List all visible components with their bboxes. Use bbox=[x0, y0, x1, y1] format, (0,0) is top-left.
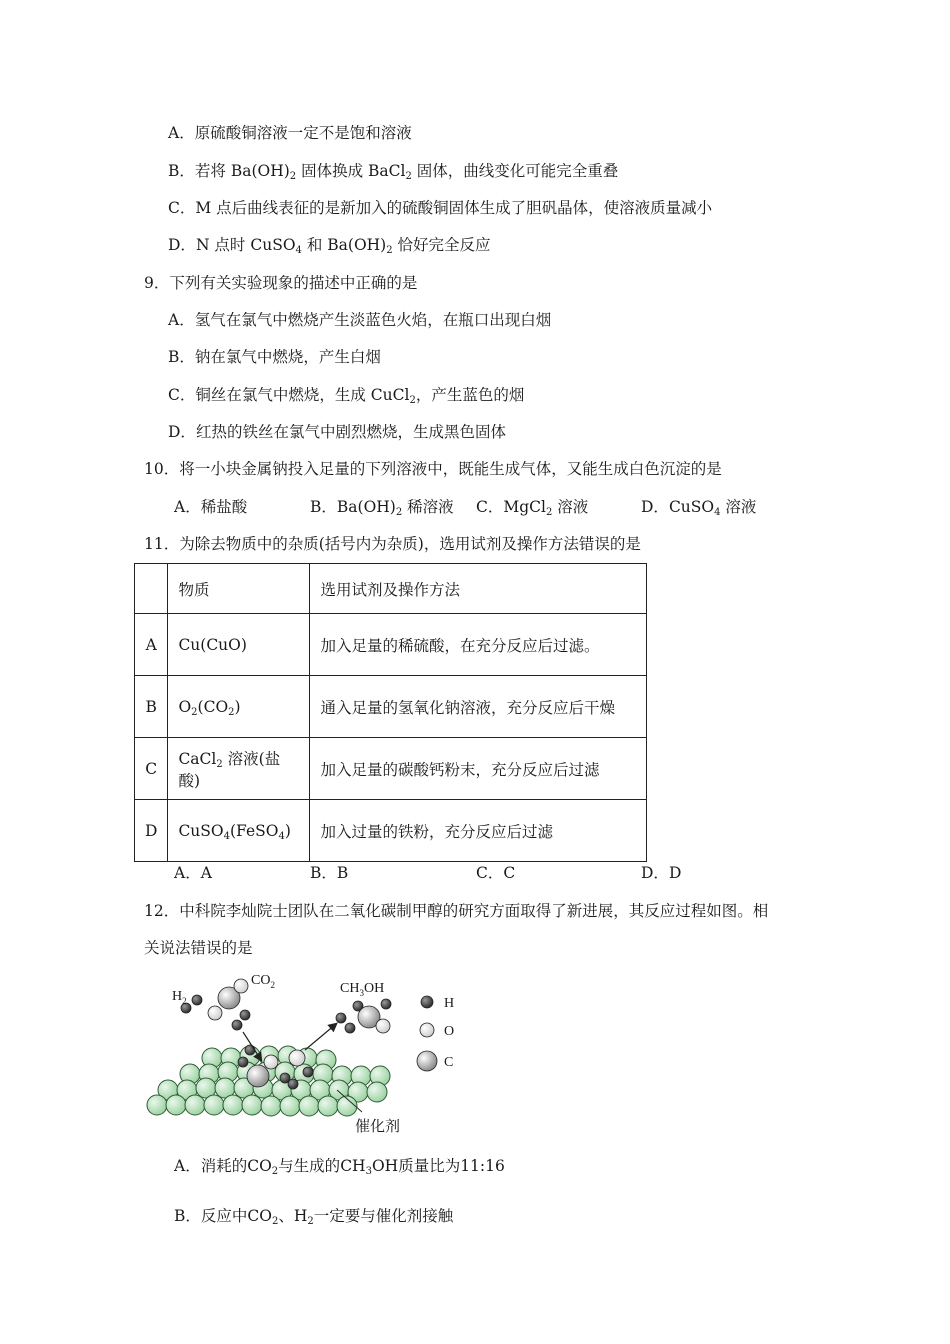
table-row bbox=[135, 676, 647, 738]
label-co2: $CO_2$ bbox=[251, 973, 275, 990]
q9-option-b: B．钠在氯气中燃烧，产生白烟 bbox=[168, 348, 381, 366]
legend-o-atom bbox=[420, 1023, 434, 1037]
row-label: A bbox=[135, 614, 168, 676]
row-method: 通入足量的氢氧化钠溶液，充分反应后干燥 bbox=[310, 676, 647, 738]
legend-c-atom bbox=[417, 1051, 437, 1071]
legend-label-o: O bbox=[444, 1024, 455, 1039]
row-label: D bbox=[135, 800, 168, 862]
q9-option-a: A．氢气在氯气中燃烧产生淡蓝色火焰，在瓶口出现白烟 bbox=[168, 311, 552, 329]
label-h2: $H_2$ bbox=[172, 989, 187, 1006]
table-header-row bbox=[135, 564, 647, 614]
q11-option-b: B．B bbox=[310, 864, 349, 882]
table-cell bbox=[135, 564, 168, 614]
legend-label-h: H bbox=[444, 996, 455, 1011]
q11-option-d: D．D bbox=[641, 864, 682, 882]
reactant-molecules bbox=[181, 979, 250, 1030]
q12-stem-line1: 12．中科院李灿院士团队在二氧化碳制甲醇的研究方面取得了新进展，其反应过程如图。相 bbox=[144, 902, 769, 920]
table-header-method: 选用试剂及操作方法 bbox=[310, 564, 647, 614]
row-substance: CaCl$_2$ 溶液(盐酸) bbox=[168, 738, 310, 800]
q9-option-d: D．红热的铁丝在氯气中剧烈燃烧，生成黑色固体 bbox=[168, 423, 506, 441]
q8-option-a: A．原硫酸铜溶液一定不是饱和溶液 bbox=[168, 124, 412, 142]
q9-option-c: C．铜丝在氯气中燃烧，生成 CuCl$_2$，产生蓝色的烟 bbox=[168, 386, 525, 406]
label-catalyst: 催化剂 bbox=[355, 1117, 401, 1135]
q8-option-b: B．若将 $Ba(OH)_2$ 固体换成 BaCl$_2$ 固体，曲线变化可能完全重叠 bbox=[168, 162, 619, 182]
table-row bbox=[135, 800, 647, 862]
q10-option-d: D．CuSO$_4$ 溶液 bbox=[641, 498, 757, 518]
q8-option-d: D．N 点时 CuSO$_4$ 和 $Ba(OH)_2$ 恰好完全反应 bbox=[168, 236, 491, 256]
q10-stem: 10．将一小块金属钠投入足量的下列溶液中，既能生成气体，又能生成白色沉淀的是 bbox=[144, 460, 722, 478]
desorption-arrow bbox=[305, 1024, 336, 1050]
q11-option-a: A．A bbox=[174, 864, 212, 882]
row-method: 加入过量的铁粉，充分反应后过滤 bbox=[310, 800, 647, 862]
label-ch3oh: $CH_3OH$ bbox=[340, 981, 385, 998]
row-substance: CuSO$_4$(FeSO$_4$) bbox=[168, 800, 310, 862]
q11-stem: 11．为除去物质中的杂质(括号内为杂质)，选用试剂及操作方法错误的是 bbox=[144, 535, 641, 553]
row-substance: $O_2(CO_2)$ bbox=[168, 676, 310, 738]
row-method: 加入足量的碳酸钙粉末，充分反应后过滤 bbox=[310, 738, 647, 800]
legend bbox=[417, 996, 437, 1071]
table-header-substance: 物质 bbox=[168, 564, 310, 614]
q10-option-c: C．MgCl$_2$ 溶液 bbox=[476, 498, 589, 518]
row-label: B bbox=[135, 676, 168, 738]
q10-option-a: A．稀盐酸 bbox=[174, 498, 248, 516]
q8-option-c: C．M 点后曲线表征的是新加入的硫酸铜固体生成了胆矾晶体，使溶液质量减小 bbox=[168, 199, 713, 217]
table-row bbox=[135, 614, 647, 676]
table-row bbox=[135, 738, 647, 800]
reaction-diagram bbox=[140, 968, 470, 1143]
q10-option-b: B．$Ba(OH)_2$ 稀溶液 bbox=[310, 498, 454, 518]
legend-label-c: C bbox=[444, 1055, 454, 1070]
q12-option-b: B．反应中$CO_2$、$H_2$一定要与催化剂接触 bbox=[174, 1207, 454, 1227]
q12-option-a: A．消耗的$CO_2$与生成的$CH_3OH$质量比为11:16 bbox=[174, 1157, 505, 1177]
q11-table bbox=[134, 563, 647, 862]
q12-stem-line2: 关说法错误的是 bbox=[144, 939, 253, 957]
legend-h-atom bbox=[421, 996, 433, 1008]
q11-option-c: C．C bbox=[476, 864, 516, 882]
row-substance: Cu(CuO) bbox=[168, 614, 310, 676]
q9-stem: 9．下列有关实验现象的描述中正确的是 bbox=[144, 274, 418, 292]
product-molecule bbox=[336, 999, 391, 1033]
row-label: C bbox=[135, 738, 168, 800]
row-method: 加入足量的稀硫酸，在充分反应后过滤。 bbox=[310, 614, 647, 676]
